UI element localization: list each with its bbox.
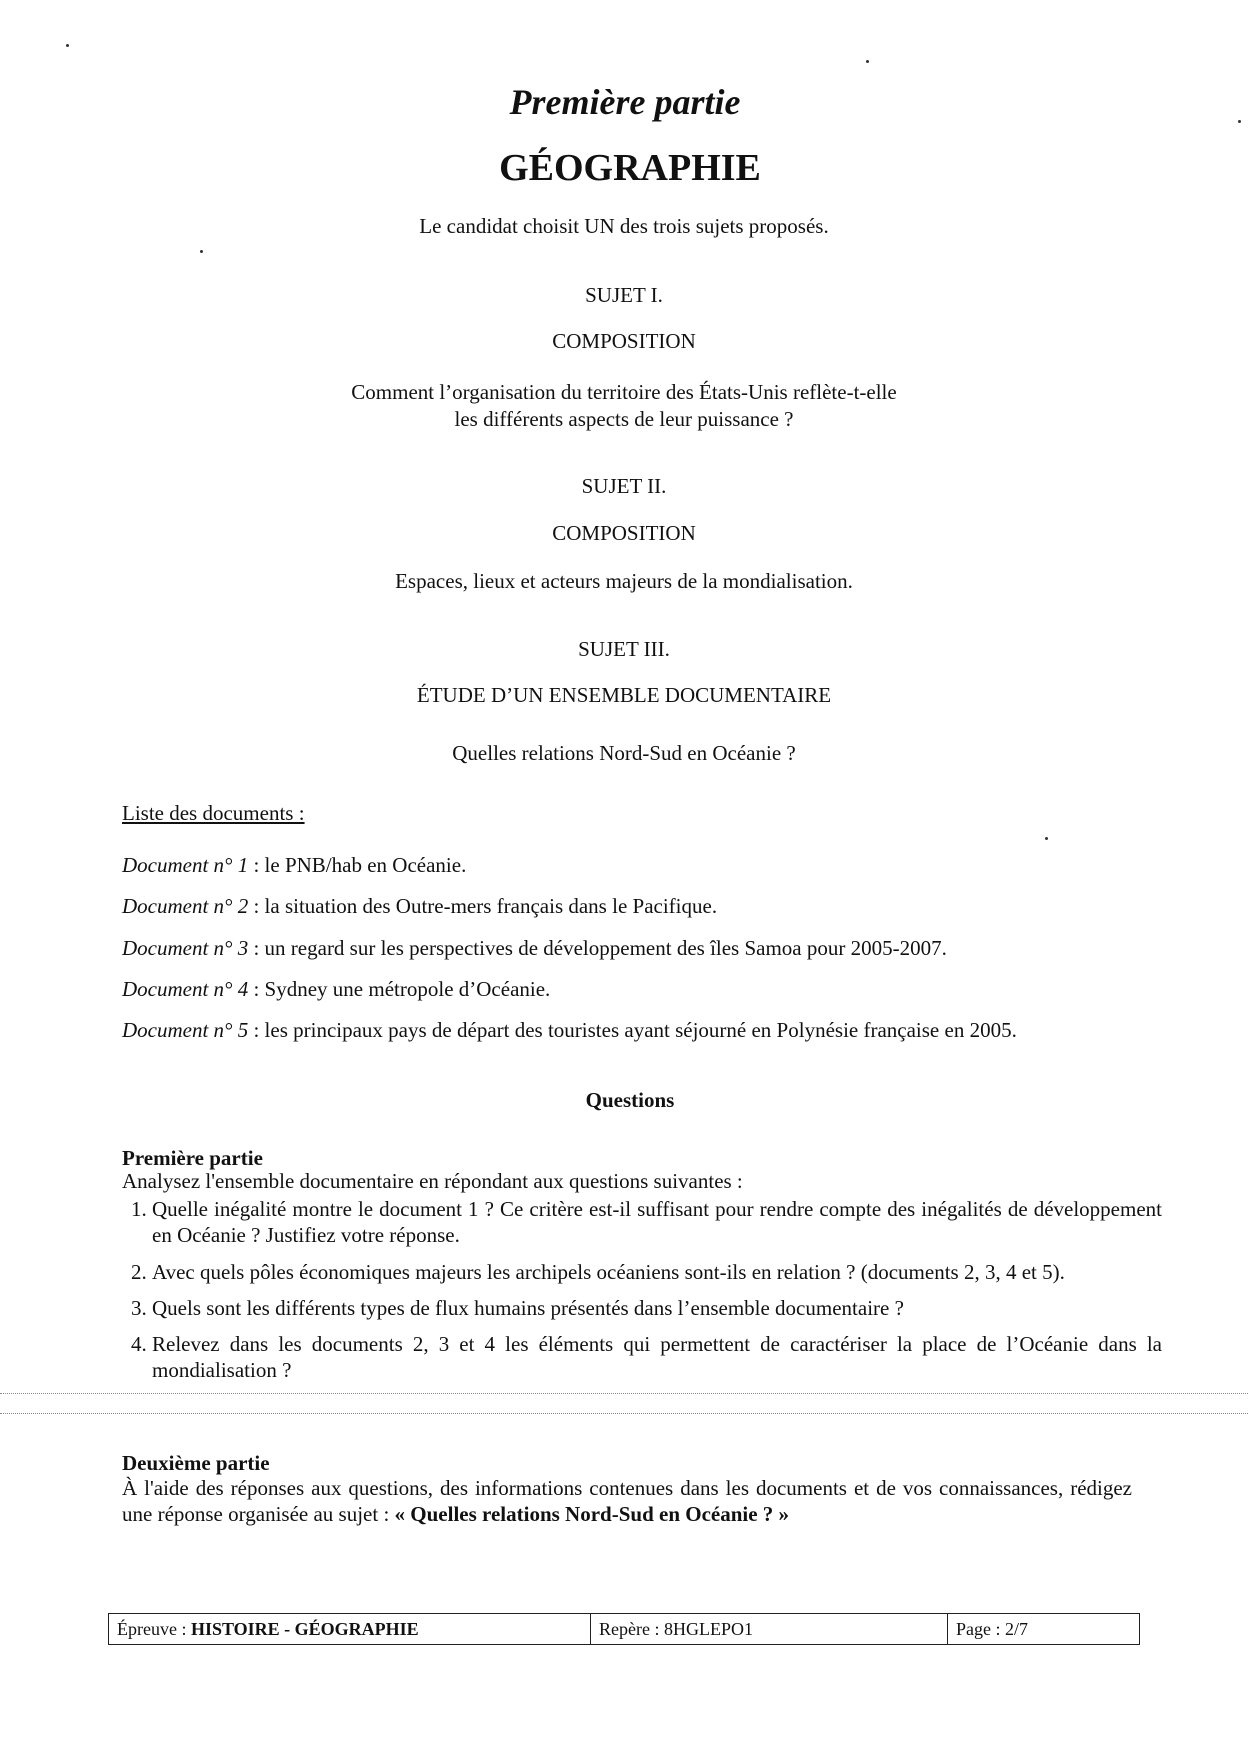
subject-title: GÉOGRAPHIE bbox=[499, 147, 761, 189]
document-text: : les principaux pays de départ des touristes ayant séjourné en Polynésie française en 2005. bbox=[248, 1018, 1017, 1042]
part2-body: À l'aide des réponses aux questions, des informations contenues dans les documents et de vos connaissances, rédigez une réponse organisée au sujet : bbox=[122, 1476, 1132, 1527]
part1-title: Première partie bbox=[122, 1146, 263, 1170]
sujet3-label: SUJET III. bbox=[578, 637, 670, 661]
sujet1-type: COMPOSITION bbox=[552, 329, 696, 353]
question-item: 3. Quels sont les différents types de flux humains présentés dans l’ensemble documentaire ? bbox=[152, 1295, 1162, 1321]
questions-list bbox=[122, 1196, 1162, 1394]
document-item bbox=[122, 1017, 1132, 1043]
scan-speck bbox=[200, 250, 203, 253]
part-title: Première partie bbox=[509, 82, 741, 122]
sujet1-question-line1: Comment l’organisation du territoire des États-Unis reflète-t-elle bbox=[351, 380, 897, 404]
epreuve-label: Épreuve : bbox=[117, 1619, 191, 1639]
dotted-separator bbox=[0, 1393, 1248, 1394]
document-label: Document n° 3 bbox=[122, 936, 249, 960]
part1-intro: Analysez l'ensemble documentaire en répondant aux questions suivantes : bbox=[122, 1169, 743, 1193]
scan-speck bbox=[1045, 837, 1048, 840]
footer-page: Page : 2/7 bbox=[956, 1619, 1028, 1639]
sujet1-label: SUJET I. bbox=[585, 283, 663, 307]
document-item bbox=[122, 976, 1132, 1002]
footer-table bbox=[108, 1613, 1140, 1645]
part2-text bbox=[122, 1475, 1132, 1528]
document-label: Document n° 2 bbox=[122, 894, 249, 918]
document-label: Document n° 5 bbox=[122, 1018, 249, 1042]
footer-epreuve bbox=[109, 1614, 591, 1644]
sujet2-label: SUJET II. bbox=[581, 474, 667, 498]
sujet2-type: COMPOSITION bbox=[552, 521, 696, 545]
part2-quote: « Quelles relations Nord-Sud en Océanie ? » bbox=[394, 1502, 790, 1527]
documents-list-title: Liste des documents : bbox=[122, 801, 305, 825]
document-text: : un regard sur les perspectives de développement des îles Samoa pour 2005-2007. bbox=[248, 936, 947, 960]
footer-repere: Repère : 8HGLEPO1 bbox=[591, 1614, 948, 1644]
part2-title: Deuxième partie bbox=[122, 1451, 270, 1475]
sujet1-question-line2: les différents aspects de leur puissance ? bbox=[454, 407, 794, 431]
question-item: 4. Relevez dans les documents 2, 3 et 4 les éléments qui permettent de caractériser la place de l’Océanie dans la mondialisation ? bbox=[152, 1331, 1162, 1384]
sujet2-question: Espaces, lieux et acteurs majeurs de la mondialisation. bbox=[395, 569, 853, 593]
sujet3-question: Quelles relations Nord-Sud en Océanie ? bbox=[452, 741, 796, 765]
document-text: : le PNB/hab en Océanie. bbox=[248, 853, 467, 877]
document-text: : Sydney une métropole d’Océanie. bbox=[248, 977, 551, 1001]
sujet3-type: ÉTUDE D’UN ENSEMBLE DOCUMENTAIRE bbox=[416, 683, 832, 707]
questions-title: Questions bbox=[585, 1088, 675, 1112]
epreuve-value: HISTOIRE - GÉOGRAPHIE bbox=[190, 1619, 419, 1639]
document-label: Document n° 4 bbox=[122, 977, 249, 1001]
document-item bbox=[122, 935, 1132, 961]
document-label: Document n° 1 bbox=[122, 853, 249, 877]
document-item bbox=[122, 893, 1132, 919]
instruction-text: Le candidat choisit UN des trois sujets proposés. bbox=[419, 214, 829, 238]
question-item: 1. Quelle inégalité montre le document 1 ? Ce critère est-il suffisant pour rendre compte des inégalités de développement en Océanie ? Justifiez votre réponse. bbox=[152, 1196, 1162, 1249]
dotted-separator bbox=[0, 1413, 1248, 1414]
question-item: 2. Avec quels pôles économiques majeurs les archipels océaniens sont-ils en relation ? (documents 2, 3, 4 et 5). bbox=[152, 1259, 1162, 1285]
scan-speck bbox=[66, 44, 69, 47]
document-text: : la situation des Outre-mers français dans le Pacifique. bbox=[248, 894, 718, 918]
document-item bbox=[122, 852, 1132, 878]
scan-speck bbox=[866, 60, 869, 63]
